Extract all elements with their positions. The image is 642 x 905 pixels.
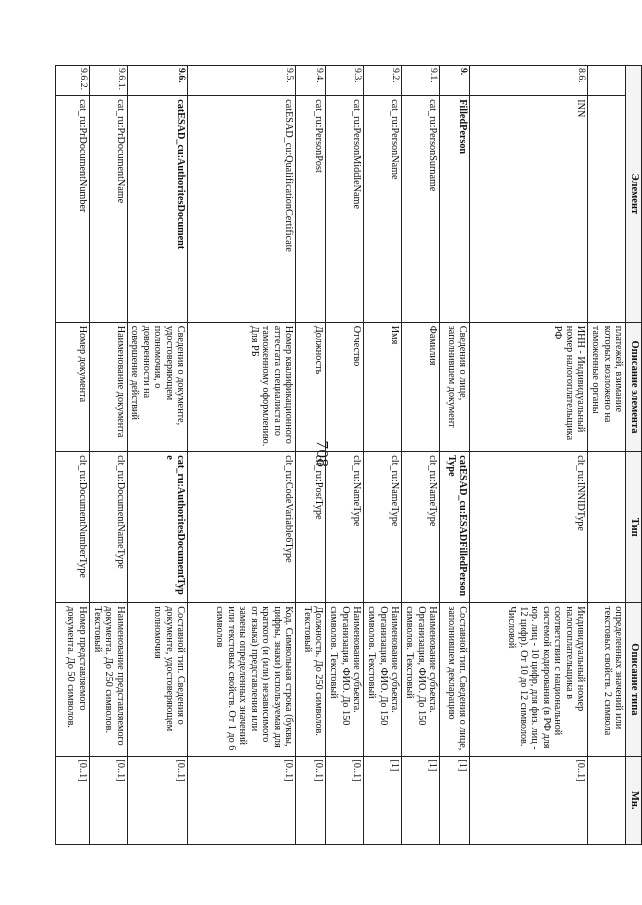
row-multiplicity: [1] bbox=[402, 756, 440, 845]
row-type-description: Наименование представляемого документа. До 250 символов. Текстовый bbox=[89, 603, 127, 756]
table-row bbox=[470, 66, 588, 845]
row-element-description: ИНН - Индивидуальный номер налогоплательщика РФ bbox=[470, 322, 588, 451]
row-multiplicity: [0..1] bbox=[89, 756, 127, 845]
row-element: cat_ru:PersonName bbox=[364, 96, 402, 323]
row-type-description: Номер представляемого документа. До 50 символов. bbox=[55, 603, 89, 756]
row-number: 9.4. bbox=[296, 66, 326, 96]
row-type-description: Наименование субъекта. Организация, ФИО. До 150 символов. Текстовый bbox=[402, 603, 440, 756]
row-multiplicity: [0..1] bbox=[188, 756, 296, 845]
row-number: 9. bbox=[440, 66, 470, 96]
row-type: clt_ru:NameType bbox=[326, 452, 364, 603]
row-type: clt_ru:CodeVariable6Type bbox=[188, 452, 296, 603]
row-number: 9.1. bbox=[402, 66, 440, 96]
row-element: catESAD_cu:AuthoritesDocument bbox=[127, 96, 187, 323]
row-type-description: Индивидуальный номер налогоплательщика в соответствии с национальной системой кодирования (в РФ для юр. лиц - 10 цифр, для физ. лиц - 12 цифр). От 10 до 12 символов. Числовой bbox=[470, 603, 588, 756]
row-type-description: Составной тип. Сведения о лице, заполнившем декларацию bbox=[440, 603, 470, 756]
row-number: 9.6. bbox=[127, 66, 187, 96]
row-element: INN bbox=[470, 96, 588, 323]
row-type: clt_ru:NameType bbox=[402, 452, 440, 603]
row-type-description: Должность. До 250 символов. Текстовый bbox=[296, 603, 326, 756]
row-multiplicity: [0..1] bbox=[127, 756, 187, 845]
row-element-description: Сведения о документе, удостоверяющем полномочия, о доверенности на совершение действий bbox=[127, 322, 187, 451]
page-number: 708 bbox=[313, 440, 332, 468]
row-multiplicity bbox=[588, 756, 626, 845]
table-header-row bbox=[626, 66, 642, 845]
row-element: cat_ru:PersonMiddleName bbox=[326, 96, 364, 323]
rotated-page bbox=[65, 65, 642, 845]
row-type-description: Составной тип. Сведения о документе, удостоверяющем полномочия bbox=[127, 603, 187, 756]
table-row bbox=[364, 66, 402, 845]
row-number: 9.2. bbox=[364, 66, 402, 96]
row-element: cat_ru:PrDocumentName bbox=[89, 96, 127, 323]
header-type-description: Описание типа bbox=[626, 603, 642, 756]
row-element: cat_ru:PersonPost bbox=[296, 96, 326, 323]
row-type: cat_ru:AuthoritesDocumentType bbox=[127, 452, 187, 603]
table-row bbox=[588, 66, 626, 845]
row-element-description: Наименование документа bbox=[89, 322, 127, 451]
table-row bbox=[326, 66, 364, 845]
row-element: catESAD_cu:QualificationCertificate bbox=[188, 96, 296, 323]
table-row bbox=[188, 66, 296, 845]
row-multiplicity: [0..1] bbox=[470, 756, 588, 845]
row-type: clt_ru:PostType bbox=[296, 452, 326, 603]
table-row bbox=[55, 66, 89, 845]
row-number: 9.6.2. bbox=[55, 66, 89, 96]
row-type: clt_ru:DocumentNumberType bbox=[55, 452, 89, 603]
row-number: 8.6. bbox=[470, 66, 588, 96]
row-element-description: Отчество bbox=[326, 322, 364, 451]
element-spec-table bbox=[55, 65, 642, 845]
table-row bbox=[440, 66, 470, 845]
table-row bbox=[402, 66, 440, 845]
row-number: 9.3. bbox=[326, 66, 364, 96]
row-type-description: определенных значений или текстовых свойств. 2 символа bbox=[588, 603, 626, 756]
row-type-description: Наименование субъекта. Организация, ФИО. До 150 символов. Текстовый bbox=[364, 603, 402, 756]
row-multiplicity: [1] bbox=[440, 756, 470, 845]
header-element-description: Описание элемента bbox=[626, 322, 642, 451]
row-element: FilledPerson bbox=[440, 96, 470, 323]
row-element-description: Должность bbox=[296, 322, 326, 451]
row-number: 9.6.1. bbox=[89, 66, 127, 96]
row-multiplicity: [0..1] bbox=[55, 756, 89, 845]
row-element-description: Фамилия bbox=[402, 322, 440, 451]
row-type bbox=[588, 452, 626, 603]
row-element bbox=[588, 96, 626, 323]
header-multiplicity: Мн. bbox=[626, 756, 642, 845]
row-element: cat_ru:PrDocumentNumber bbox=[55, 96, 89, 323]
row-multiplicity: [0..1] bbox=[296, 756, 326, 845]
table-row bbox=[296, 66, 326, 845]
table-row bbox=[89, 66, 127, 845]
row-type: clt_ru:INNIDType bbox=[470, 452, 588, 603]
row-element-description: Сведения о лице, заполнившем документ bbox=[440, 322, 470, 451]
row-multiplicity: [1] bbox=[364, 756, 402, 845]
table-sheet bbox=[65, 65, 642, 845]
row-element-description: Номер документа bbox=[55, 322, 89, 451]
row-type: catESAD_cu:ESADFilledPersonType bbox=[440, 452, 470, 603]
row-type: clt_ru:DocumentNameType bbox=[89, 452, 127, 603]
row-element-description: Номер квалификационного аттестата специалиста по таможенному оформлению. Для РБ bbox=[188, 322, 296, 451]
header-element: Элемент bbox=[626, 66, 642, 323]
row-number bbox=[588, 66, 626, 96]
row-type-description: Код. Символьная строка (буквы, цифры, знаки) используемая для краткого (и (или) независимого от языка) представления или замены определенных значений или текстовых свойств. От 1 до 6 символов bbox=[188, 603, 296, 756]
row-element: cat_ru:PersonSurname bbox=[402, 96, 440, 323]
table-row bbox=[127, 66, 187, 845]
row-multiplicity: [0..1] bbox=[326, 756, 364, 845]
row-type-description: Наименование субъекта. Организация, ФИО. До 150 символов. Текстовый bbox=[326, 603, 364, 756]
row-number: 9.5. bbox=[188, 66, 296, 96]
row-type: clt_ru:NameType bbox=[364, 452, 402, 603]
row-element-description: платежей, взимание которых возложено на таможенные органы bbox=[588, 322, 626, 451]
row-element-description: Имя bbox=[364, 322, 402, 451]
header-type: Тип bbox=[626, 452, 642, 603]
